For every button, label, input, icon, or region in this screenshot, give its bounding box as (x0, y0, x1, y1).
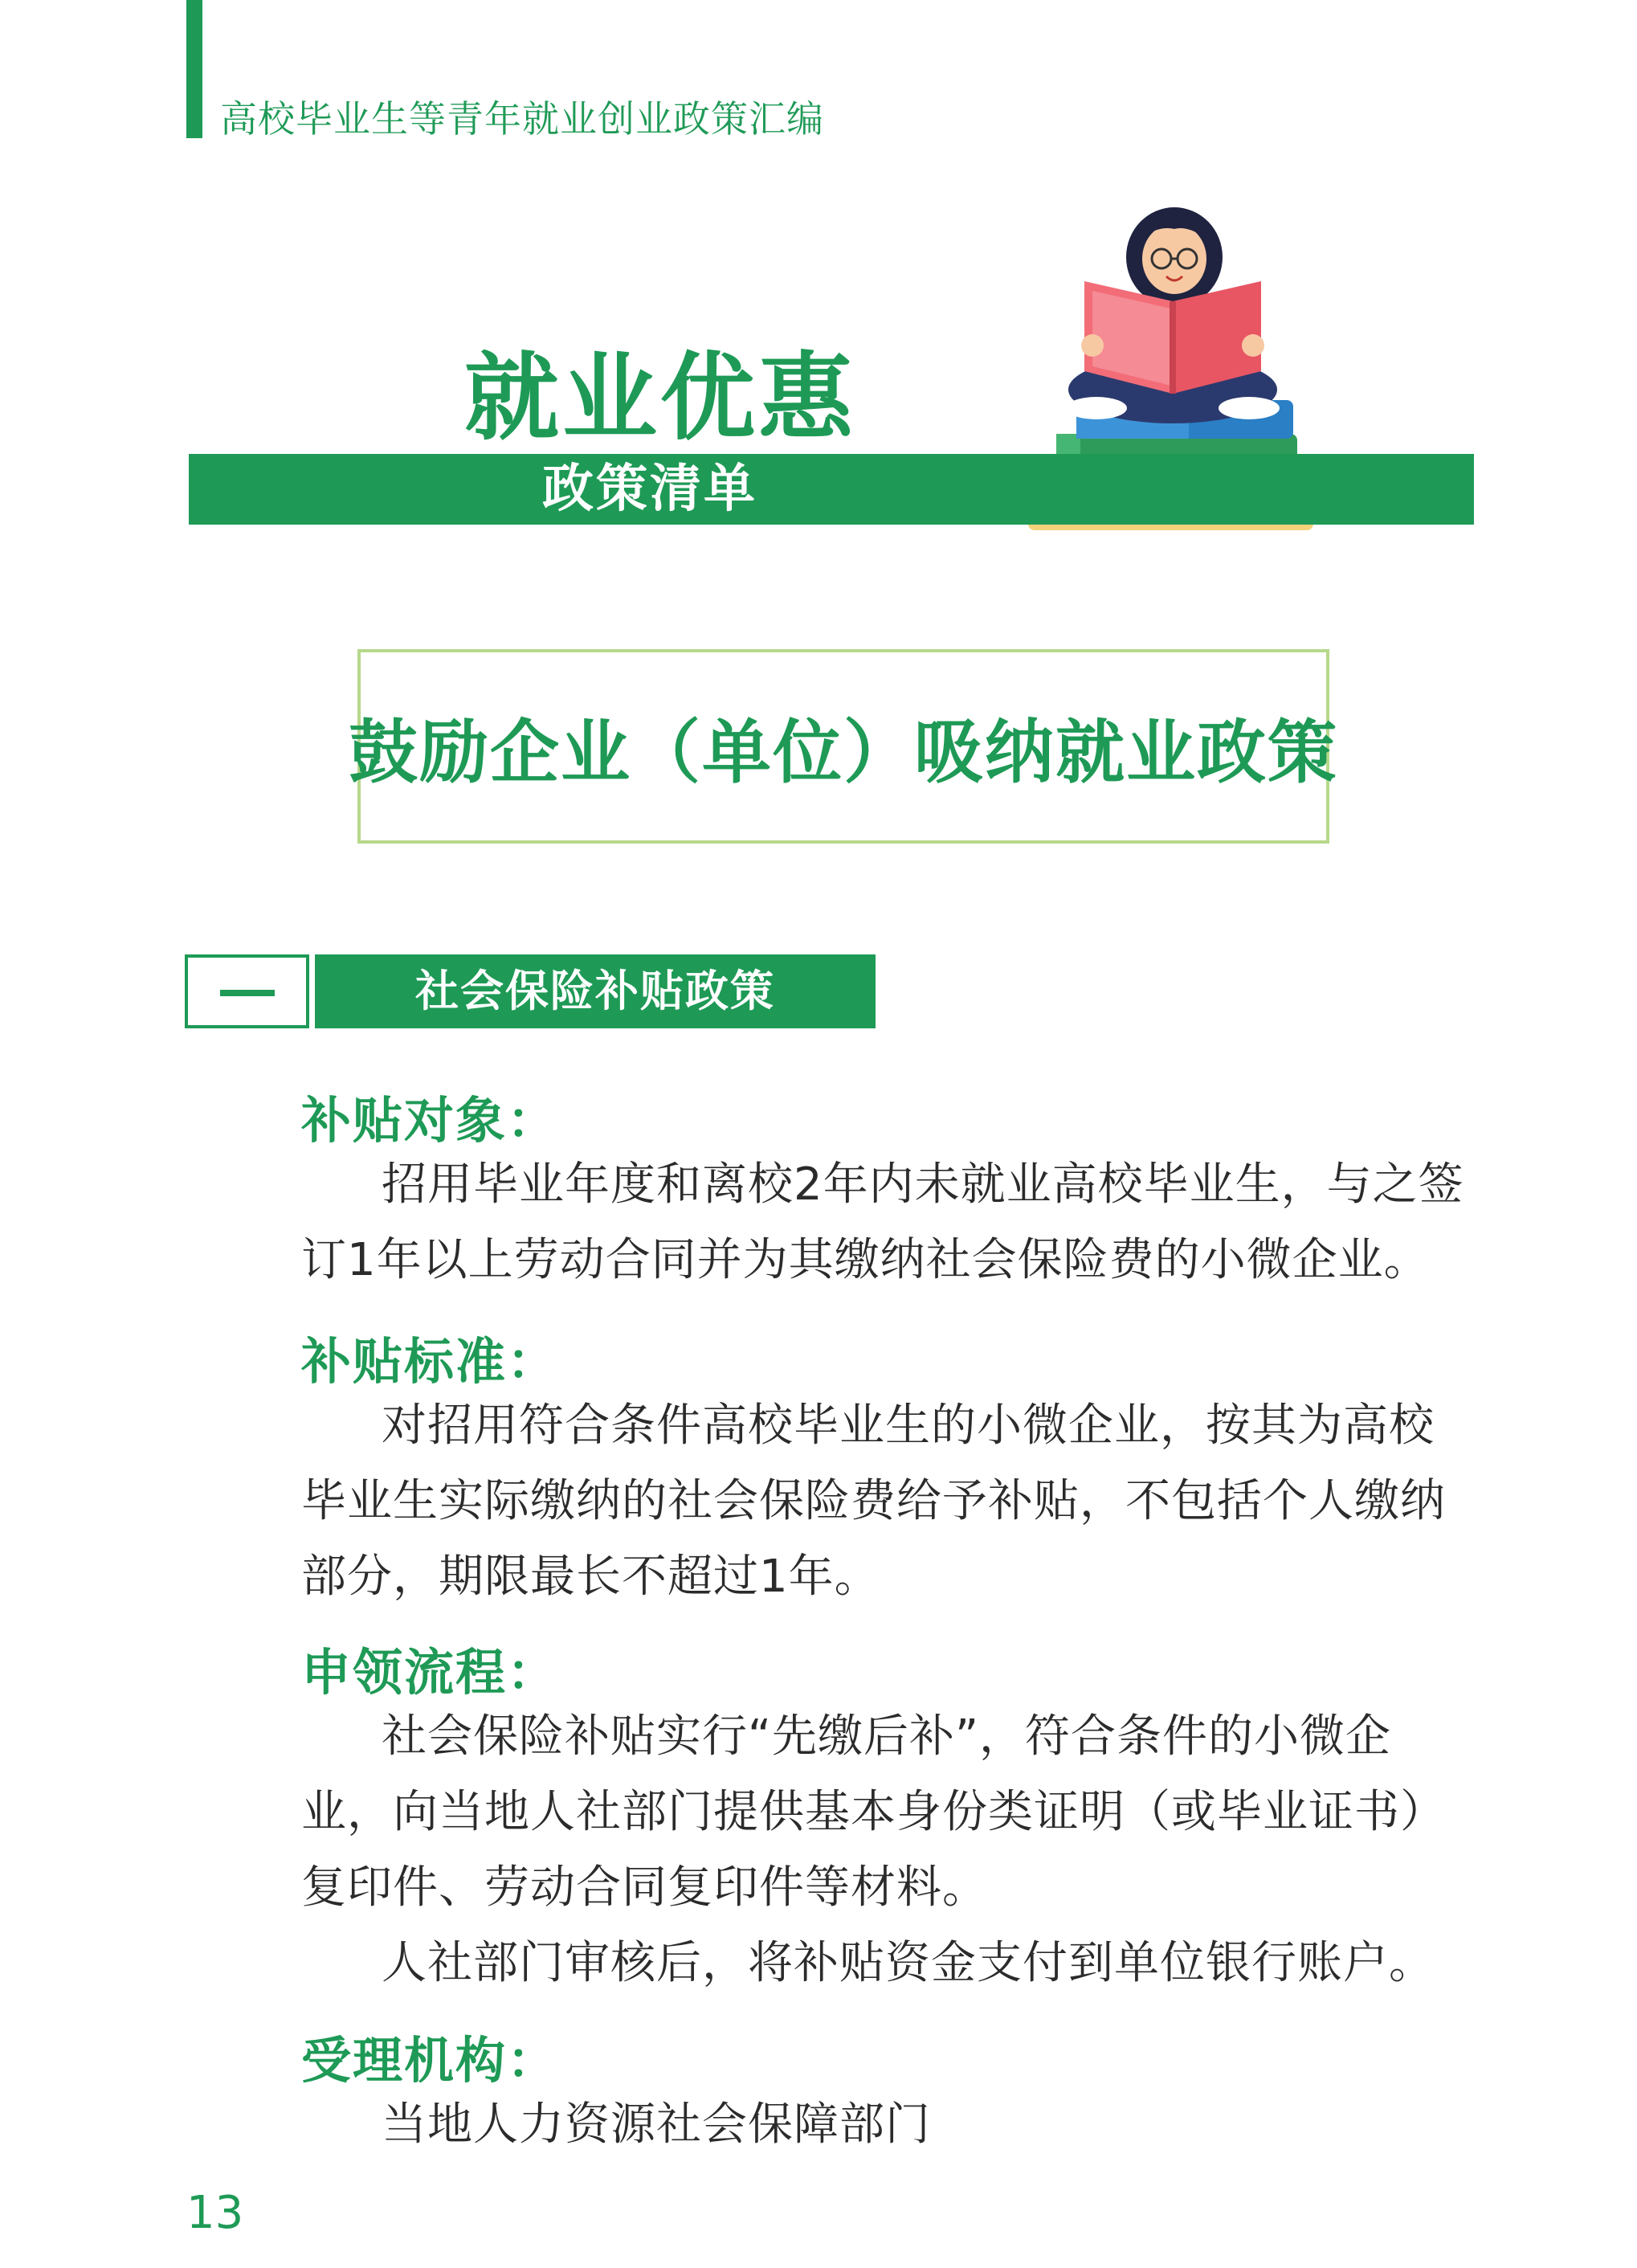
banner-strip (189, 454, 1474, 525)
paragraph-subsidy-target: 招用毕业年度和离校2年内未就业高校毕业生，与之签订1年以上劳动合同并为其缴纳社会保险费的小微企业。 (301, 1159, 1464, 1286)
item-number-box (185, 954, 309, 1028)
heading-subsidy-standard: 补贴标准： (301, 1332, 559, 1391)
paragraph-subsidy-standard: 对招用符合条件高校毕业生的小微企业，按其为高校毕业生实际缴纳的社会保险费给予补贴，不包括个人缴纳部分，期限最长不超过1年。 (301, 1400, 1446, 1603)
item-number-dash (220, 990, 275, 996)
section-title-frame (349, 649, 1338, 844)
page-number: 13 (186, 2187, 244, 2239)
item-title: 社会保险补贴政策 (415, 966, 775, 1016)
heading-handling-agency: 受理机构： (301, 2031, 559, 2090)
paragraph-application-process-2: 人社部门审核后，将补贴资金支付到单位银行账户。 (382, 1937, 1435, 1989)
heading-subsidy-target: 补贴对象： (301, 1091, 559, 1150)
heading-application-process: 申领流程： (301, 1643, 559, 1702)
banner-title: 就业优惠 (464, 342, 857, 453)
header-accent-bar (186, 0, 202, 138)
paragraph-handling-agency: 当地人力资源社会保障部门 (382, 2098, 931, 2151)
header-title: 高校毕业生等青年就业创业政策汇编 (220, 97, 824, 141)
banner-subtitle: 政策清单 (542, 460, 757, 519)
section-title: 鼓励企业（单位）吸纳就业政策 (349, 713, 1338, 793)
paragraph-application-process-1: 社会保险补贴实行“先缴后补”，符合条件的小微企业，向当地人社部门提供基本身份类证明（或毕业证书）复印件、劳动合同复印件等材料。 (301, 1710, 1446, 1914)
item-title-bar (315, 954, 876, 1028)
